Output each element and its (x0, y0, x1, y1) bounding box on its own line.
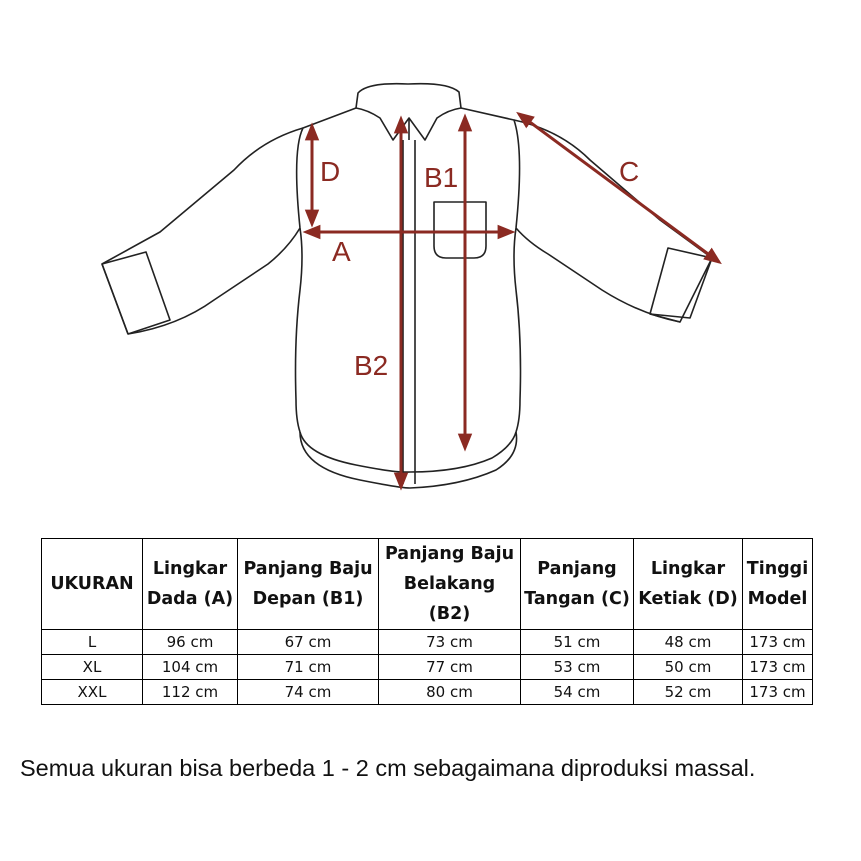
size-table (41, 538, 813, 705)
cell-c: 53 cm (521, 655, 634, 680)
table-header-row (42, 539, 813, 630)
label-b2: B2 (354, 350, 389, 381)
right-sleeve (514, 120, 712, 322)
arrow-c (519, 114, 719, 262)
cell-c: 54 cm (521, 680, 634, 705)
header-panjang-depan: Panjang Baju Depan (B1) (238, 539, 379, 630)
cell-model-height: 173 cm (743, 655, 813, 680)
cell-d: 48 cm (634, 630, 743, 655)
cell-a: 96 cm (143, 630, 238, 655)
header-lingkar-dada: Lingkar Dada (A) (143, 539, 238, 630)
cell-c: 51 cm (521, 630, 634, 655)
cell-model-height: 173 cm (743, 630, 813, 655)
chest-pocket (434, 202, 486, 258)
cell-d: 50 cm (634, 655, 743, 680)
body-right-side (461, 108, 521, 432)
right-cuff (650, 248, 712, 318)
cell-size: XXL (42, 680, 143, 705)
cell-b1: 71 cm (238, 655, 379, 680)
cell-b2: 80 cm (379, 680, 521, 705)
left-sleeve (102, 128, 303, 334)
cell-model-height: 173 cm (743, 680, 813, 705)
hem (300, 432, 517, 488)
size-tolerance-note: Semua ukuran bisa berbeda 1 - 2 cm sebagaimana diproduksi massal. (20, 755, 756, 781)
cell-size: L (42, 630, 143, 655)
header-tinggi-model: Tinggi Model (743, 539, 813, 630)
shirt-outline (102, 84, 712, 488)
header-ukuran: UKURAN (42, 539, 143, 630)
dimension-arrows (306, 114, 719, 487)
table-row (42, 680, 813, 705)
cell-a: 112 cm (143, 680, 238, 705)
label-d: D (320, 156, 341, 187)
header-panjang-belakang: Panjang Baju Belakang (B2) (379, 539, 521, 630)
table-row (42, 630, 813, 655)
cell-size: XL (42, 655, 143, 680)
label-a: A (332, 236, 351, 267)
cell-a: 104 cm (143, 655, 238, 680)
cell-b1: 67 cm (238, 630, 379, 655)
cell-b2: 73 cm (379, 630, 521, 655)
header-panjang-tangan: Panjang Tangan (C) (521, 539, 634, 630)
label-b1: B1 (424, 162, 459, 193)
table-row (42, 655, 813, 680)
label-c: C (619, 156, 640, 187)
cell-d: 52 cm (634, 680, 743, 705)
cell-b2: 77 cm (379, 655, 521, 680)
cell-b1: 74 cm (238, 680, 379, 705)
size-table-container (41, 538, 813, 705)
header-lingkar-ketiak: Lingkar Ketiak (D) (634, 539, 743, 630)
